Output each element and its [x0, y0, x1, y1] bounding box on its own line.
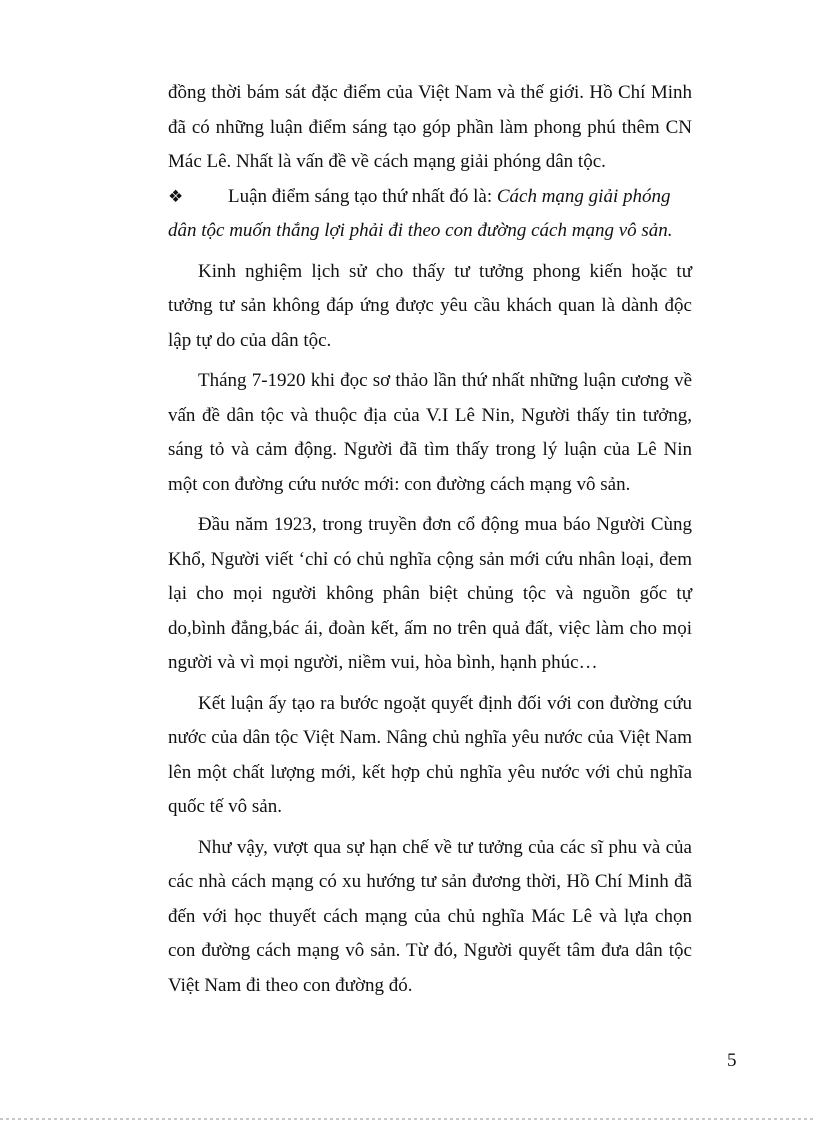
bullet-lead-text: Luận điểm sáng tạo thứ nhất đó là:	[228, 185, 497, 207]
paragraph-july-1920: Tháng 7-1920 khi đọc sơ thảo lần thứ nhất những luận cương về vấn đề dân tộc và thuộc địa của V.I Lê Nin, Người thấy tin tưởng, sáng tỏ và cảm động. Người đã tìm thấy trong lý luận của Lê Nin một con đường cứu nước mới: con đường cách mạng vô sản.	[168, 370, 692, 495]
paragraph-thus-summary: Như vậy, vượt qua sự hạn chế về tư tưởng của các sĩ phu và của các nhà cách mạng có xu hướng tư sản đương thời, Hồ Chí Minh đã đến với học thuyết cách mạng của chủ nghĩa Mác Lê và lựa chọn con đường cách mạng vô sản. Từ đó, Người quyết tâm đưa dân tộc Việt Nam đi theo con đường đó.	[168, 836, 692, 996]
paragraph-conclusion-turning-point: Kết luận ấy tạo ra bước ngoặt quyết định đối với con đường cứu nước của dân tộc Việt Nam. Nâng chủ nghĩa yêu nước của Việt Nam lên một chất lượng mới, kết hợp chủ nghĩa yêu nước với chủ nghĩa quốc tế vô sản.	[168, 692, 692, 817]
page-number: 5	[727, 1050, 737, 1071]
paragraph-intro: đồng thời bám sát đặc điểm của Việt Nam và thế giới. Hồ Chí Minh đã có những luận điểm sáng tạo góp phần làm phong phú thêm CN Mác Lê. Nhất là vấn đề về cách mạng giải phóng dân tộc.	[168, 82, 692, 172]
page-body	[168, 76, 692, 1003]
paragraph-early-1923: Đầu năm 1923, trong truyền đơn cổ động mua báo Người Cùng Khổ, Người viết ‘chỉ có chủ nghĩa cộng sản mới cứu nhân loại, đem lại cho mọi người không phân biệt chủng tộc và nguồn gốc tự do,bình đẳng,bác ái, đoàn kết, ấm no trên quả đất, việc làm cho mọi người và vì mọi người, niềm vui, hòa bình, hạnh phúc…	[168, 514, 692, 673]
bullet-item-creative-point	[168, 180, 692, 215]
diamond-star-bullet-icon: ❖	[168, 186, 184, 207]
page-bottom-edge	[0, 1118, 816, 1120]
paragraph-historical-experience: Kinh nghiệm lịch sử cho thấy tư tưởng phong kiến hoặc tư tưởng tư sản không đáp ứng được yêu cầu khách quan là dành độc lập tự do của dân tộc.	[168, 260, 692, 351]
bullet-italic-continuation: dân tộc muốn thắng lợi phải đi theo con đường cách mạng vô sản.	[168, 220, 673, 241]
bullet-italic-text: Cách mạng giải phóng	[496, 185, 671, 207]
